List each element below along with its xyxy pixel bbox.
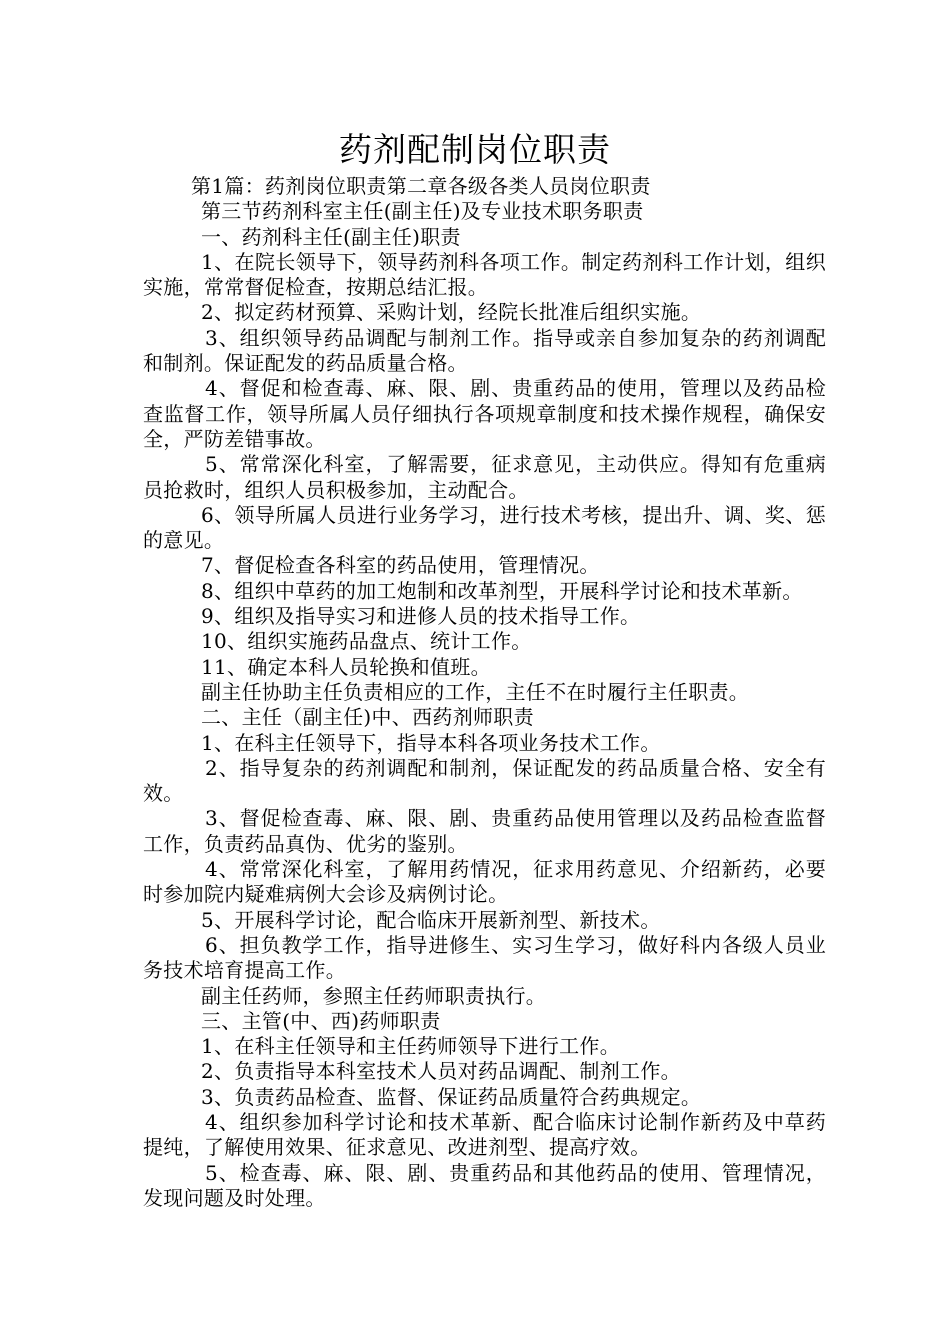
- paragraph: 5、检查毒、麻、限、剧、贵重药品和其他药品的使用、管理情况，发现问题及时处理。: [143, 1160, 826, 1210]
- paragraph: 一、药剂科主任(副主任)职责: [201, 224, 461, 249]
- paragraph: 2、拟定药材预算、采购计划，经院长批准后组织实施。: [201, 300, 702, 325]
- paragraph: 4、督促和检查毒、麻、限、剧、贵重药品的使用，管理以及药品检查监督工作，领导所属人员仔细执行各项规章制度和技术操作规程，确保安全，严防差错事故。: [143, 376, 826, 451]
- paragraph: 8、组织中草药的加工炮制和改革剂型，开展科学讨论和技术革新。: [201, 578, 803, 603]
- paragraph: 3、督促检查毒、麻、限、剧、贵重药品使用管理以及药品检查监督工作，负责药品真伪、优劣的鉴别。: [143, 806, 826, 856]
- paragraph: 2、指导复杂的药剂调配和制剂，保证配发的药品质量合格、安全有效。: [143, 755, 826, 806]
- paragraph: 二、主任（副主任)中、西药剂师职责: [201, 705, 534, 730]
- paragraph: 7、督促检查各科室的药品使用，管理情况。: [201, 553, 600, 578]
- paragraph: 3、组织领导药品调配与制剂工作。指导或亲自参加复杂的药剂调配和制剂。保证配发的药品质量合格。: [143, 325, 826, 376]
- paragraph: 10、组织实施药品盘点、统计工作。: [201, 629, 532, 654]
- paragraph: 2、负责指导本科室技术人员对药品调配、制剂工作。: [201, 1059, 681, 1084]
- paragraph: 11、确定本科人员轮换和值班。: [201, 654, 491, 679]
- document-title: 药剂配制岗位职责: [339, 130, 611, 169]
- paragraph: 1、在院长领导下，领导药剂科各项工作。制定药剂科工作计划，组织实施，常常督促检查，按期总结汇报。: [143, 249, 826, 300]
- paragraph: 4、常常深化科室，了解用药情况，征求用药意见、介绍新药，必要时参加院内疑难病例大会诊及病例讨论。: [143, 857, 826, 907]
- paragraph: 1、在科主任领导和主任药师领导下进行工作。: [201, 1034, 621, 1059]
- paragraph: 副主任药师，参照主任药师职责执行。: [201, 983, 547, 1008]
- paragraph: 副主任协助主任负责相应的工作，主任不在时履行主任职责。: [201, 679, 750, 704]
- paragraph: 1、在科主任领导下，指导本科各项业务技术工作。: [201, 730, 661, 755]
- paragraph: 9、组织及指导实习和进修人员的技术指导工作。: [201, 604, 641, 629]
- paragraph: 第三节药剂科室主任(副主任)及专业技术职务职责: [201, 199, 644, 224]
- paragraph: 4、组织参加科学讨论和技术革新、配合临床讨论制作新药及中草药提纯，了解使用效果、征求意见、改进剂型、提高疗效。: [143, 1109, 826, 1160]
- paragraph: 5、常常深化科室，了解需要，征求意见，主动供应。得知有危重病员抢救时，组织人员积极参加，主动配合。: [143, 452, 826, 502]
- paragraph: 6、担负教学工作，指导进修生、实习生学习，做好科内各级人员业务技术培育提高工作。: [143, 932, 826, 983]
- paragraph: 第1篇：药剂岗位职责第二章各级各类人员岗位职责: [191, 174, 651, 198]
- paragraph: 3、负责药品检查、监督、保证药品质量符合药典规定。: [201, 1084, 702, 1109]
- document-body: [143, 174, 826, 1211]
- paragraph: 三、主管(中、西)药师职责: [201, 1008, 441, 1033]
- paragraph: 5、开展科学讨论，配合临床开展新剂型、新技术。: [201, 907, 661, 932]
- paragraph: 6、领导所属人员进行业务学习，进行技术考核，提出升、调、奖、惩的意见。: [143, 502, 826, 553]
